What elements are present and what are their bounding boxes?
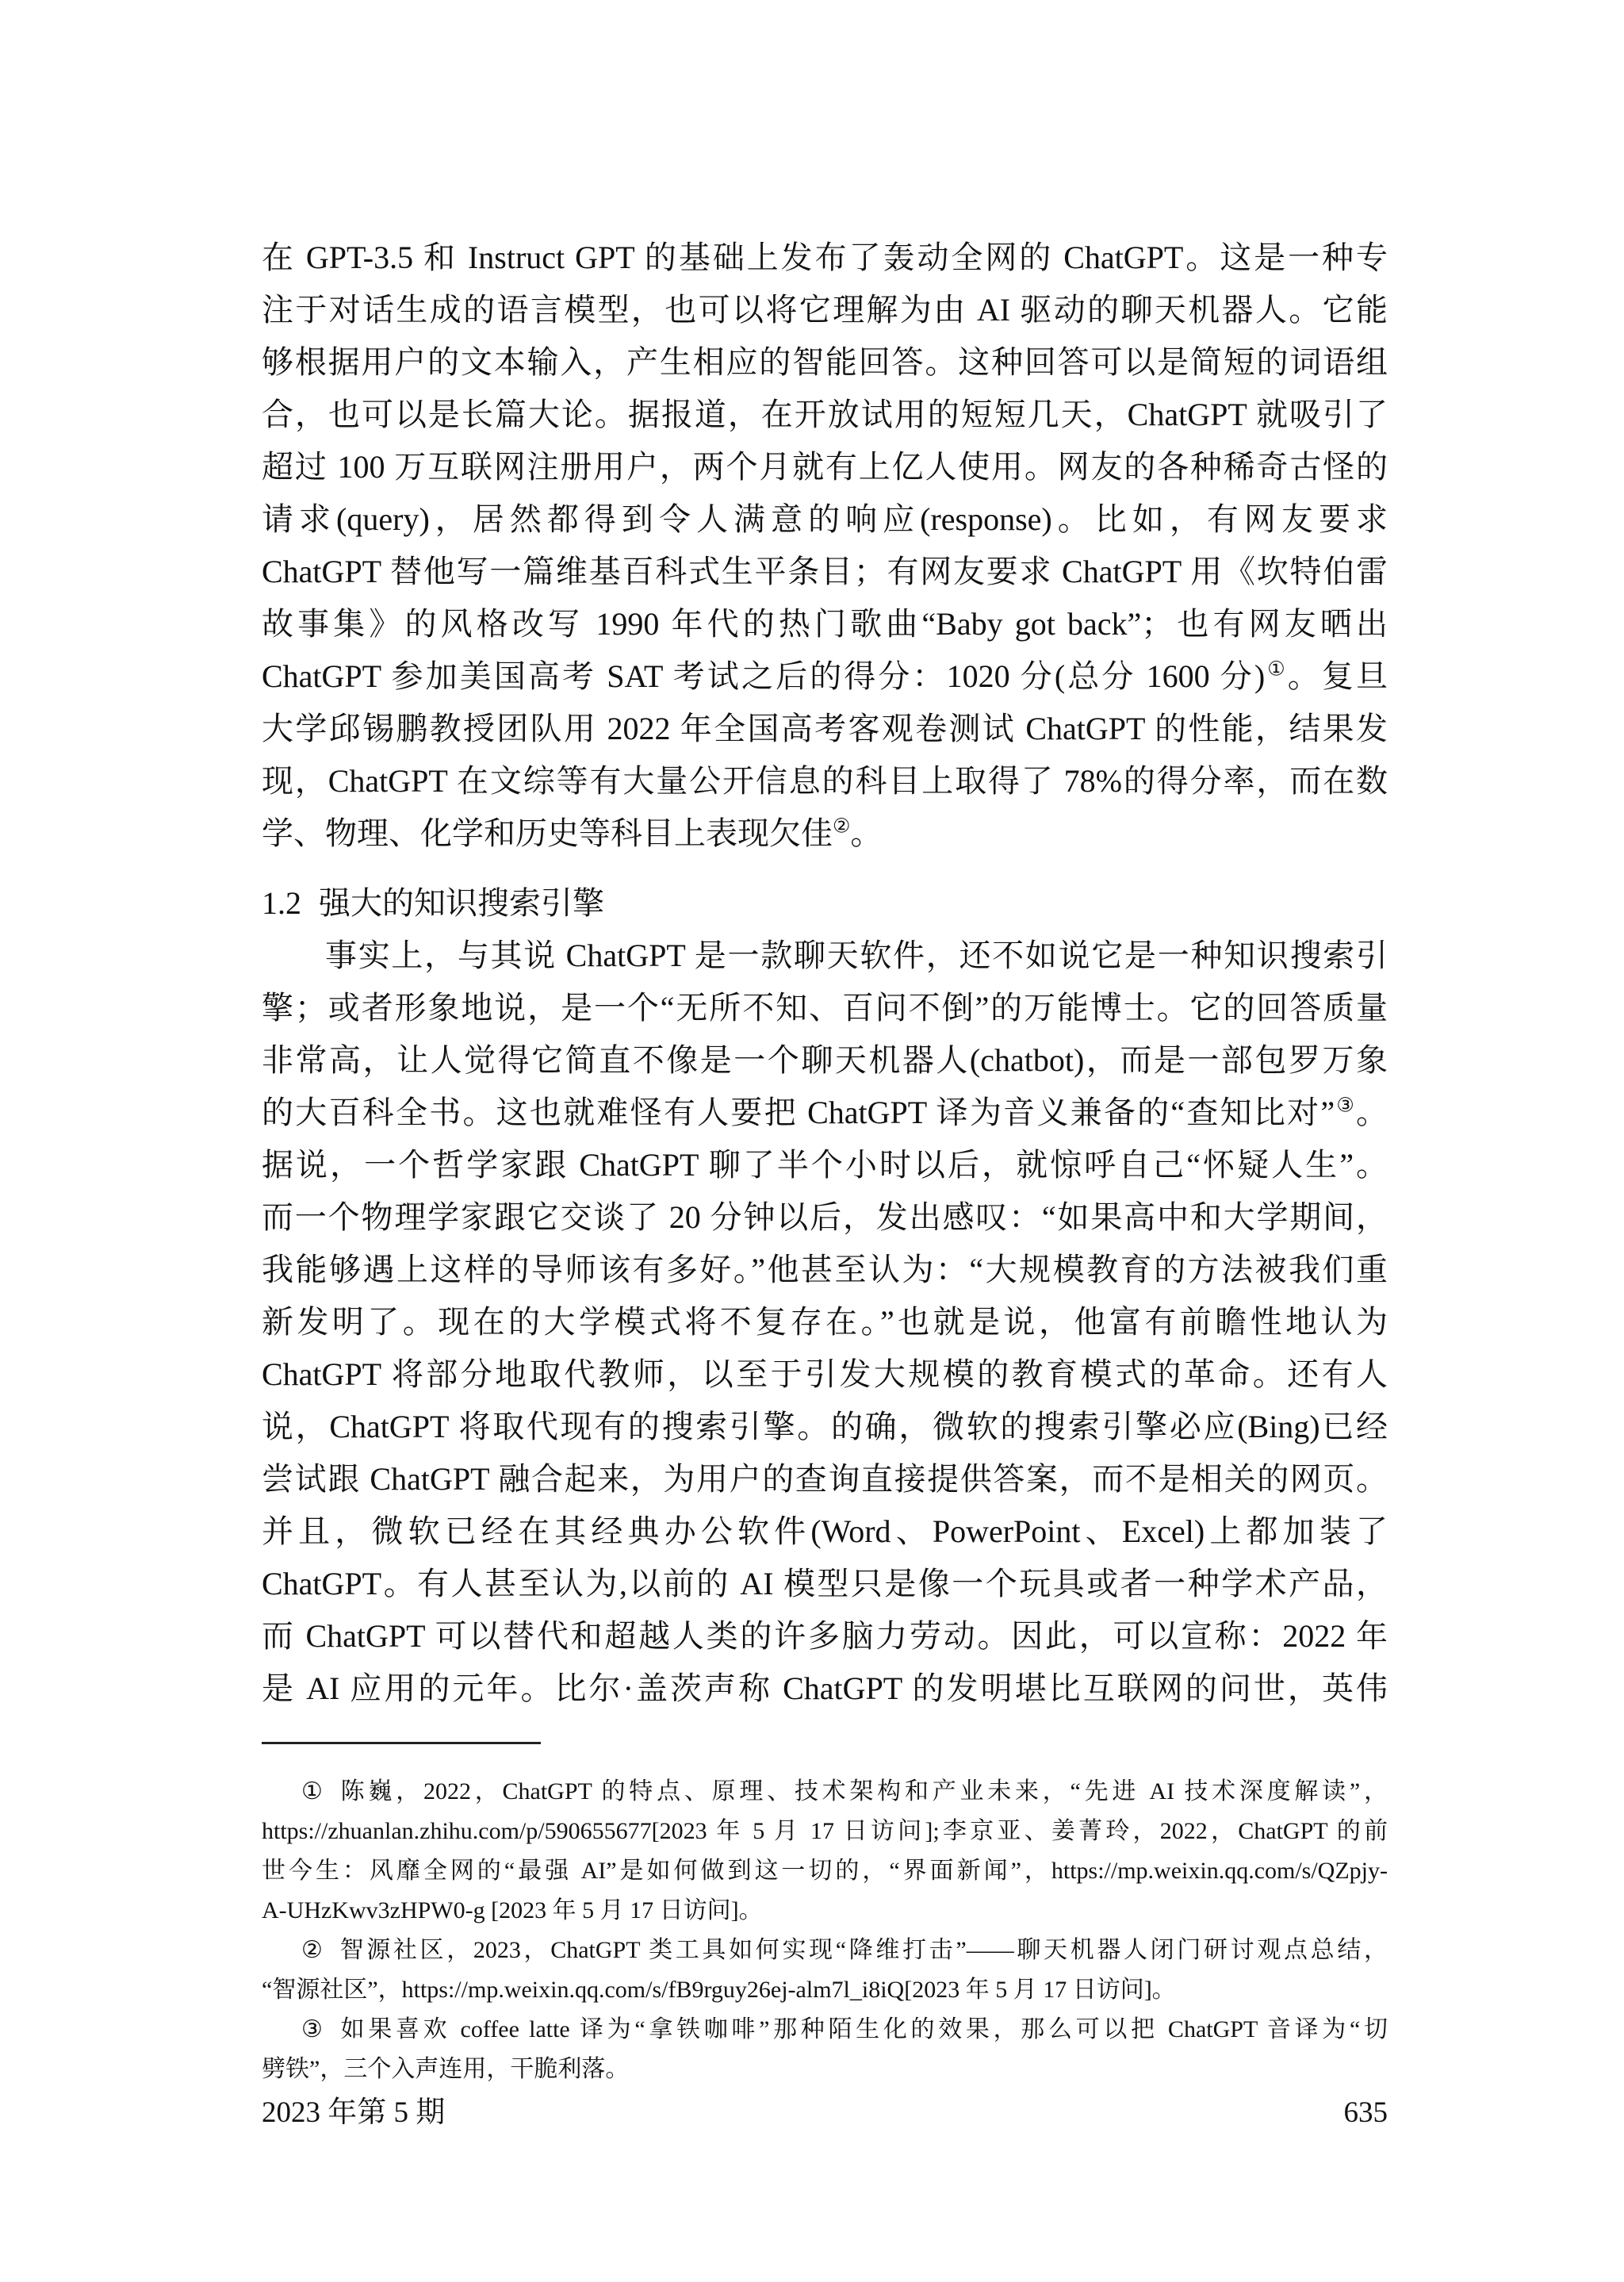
footnote-ref-3: ③: [1335, 1095, 1356, 1117]
footnote-line: [262, 2010, 1388, 2050]
text-line: ChatGPT。有人甚至认为,以前的 AI 模型只是像一个玩具或者一种学术产品，: [262, 1566, 1388, 1601]
footnote-line: [262, 1931, 1388, 1970]
text-line: 现，ChatGPT 在文综等有大量公开信息的科目上取得了 78%的得分率，而在数: [262, 763, 1388, 799]
text-line: 非常高，让人觉得它简直不像是一个聊天机器人(chatbot)，而是一部包罗万象: [262, 1042, 1388, 1078]
footnote-line: [262, 1772, 1388, 1812]
footnote-line: “智源社区”，https://mp.weixin.qq.com/s/fB9rguy26ej-alm7l_i8iQ[2023 年 5 月 17 日访问]。: [262, 1977, 1176, 2003]
page-footer: [262, 2092, 1388, 2134]
text-segment: 。: [1356, 1095, 1388, 1130]
text-line: 事实上，与其说 ChatGPT 是一款聊天软件，还不如说它是一种知识搜索引: [325, 938, 1388, 973]
footnote-line: 世今生：风靡全网的“最强 AI”是如何做到这一切的，“界面新闻”，https://mp.weixin.qq.com/s/QZpjy-: [262, 1858, 1388, 1884]
text-line: 合，也可以是长篇大论。据报道，在开放试用的短短几天，ChatGPT 就吸引了: [262, 397, 1388, 432]
text-line: 在 GPT-3.5 和 Instruct GPT 的基础上发布了轰动全网的 ChatGPT。这是一种专: [262, 240, 1388, 275]
text-line: 并且，微软已经在其经典办公软件(Word、PowerPoint、Excel)上都加装了: [262, 1513, 1388, 1549]
text-line: 是 AI 应用的元年。比尔·盖茨声称 ChatGPT 的发明堪比互联网的问世，英伟: [262, 1670, 1388, 1706]
footnote-text: 如果喜欢 coffee latte 译为“拿铁咖啡”那种陌生化的效果，那么可以把 ChatGPT 音译为“切: [340, 2016, 1388, 2042]
text-line: 超过 100 万互联网注册用户，两个月就有上亿人使用。网友的各种稀奇古怪的: [262, 449, 1388, 485]
page-number: 635: [1343, 2096, 1388, 2129]
text-line: [262, 650, 1388, 703]
paragraph-2: [262, 930, 1388, 1715]
text-line: 请求(query)，居然都得到令人满意的响应(response)。比如，有网友要求: [262, 501, 1388, 537]
footnotes-block: [262, 1772, 1388, 2089]
text-line: 够根据用户的文本输入，产生相应的智能回答。这种回答可以是简短的词语组: [262, 344, 1388, 380]
text-line: 尝试跟 ChatGPT 融合起来，为用户的查询直接提供答案，而不是相关的网页。: [262, 1461, 1388, 1497]
footnote-2: [262, 1931, 1388, 2010]
footnote-line: 劈铁”，三个入声连用，干脆利落。: [262, 2056, 630, 2082]
text-line: [262, 807, 1388, 860]
text-line: 而一个物理学家跟它交谈了 20 分钟以后，发出感叹：“如果高中和大学期间，: [262, 1199, 1388, 1235]
footnote-line: A-UHzKwv3zHPW0-g [2023 年 5 月 17 日访问]。: [262, 1897, 763, 1923]
text-line: 擎；或者形象地说，是一个“无所不知、百问不倒”的万能博士。它的回答质量: [262, 990, 1388, 1026]
text-line: ChatGPT 将部分地取代教师，以至于引发大规模的教育模式的革命。还有人: [262, 1356, 1388, 1392]
footnote-marker-2: ②: [301, 1937, 326, 1963]
footnote-text: 陈巍，2022，ChatGPT 的特点、原理、技术架构和产业未来，“先进 AI 技术深度解读”，: [340, 1778, 1388, 1805]
footnote-marker-3: ③: [301, 2016, 327, 2042]
paragraph-1: [262, 232, 1388, 860]
text-line: 注于对话生成的语言模型，也可以将它理解为由 AI 驱动的聊天机器人。它能: [262, 292, 1388, 328]
journal-issue: 2023 年第 5 期: [262, 2096, 446, 2129]
footnote-marker-1: ①: [301, 1778, 327, 1805]
footnote-3: [262, 2010, 1388, 2089]
text-line: ChatGPT 替他写一篇维基百科式生平条目；有网友要求 ChatGPT 用《坎特伯雷: [262, 554, 1388, 589]
text-line: 而 ChatGPT 可以替代和超越人类的许多脑力劳动。因此，可以宣称：2022 年: [262, 1618, 1388, 1654]
text-segment: 。: [850, 815, 883, 851]
page-content: [262, 232, 1388, 1715]
section-title: 强大的知识搜索引擎: [319, 885, 604, 921]
section-number: 1.2: [262, 885, 301, 921]
section-heading: [262, 877, 1388, 930]
text-segment: 。复旦: [1287, 658, 1388, 694]
text-line: 说，ChatGPT 将取代现有的搜索引擎。的确，微软的搜索引擎必应(Bing)已经: [262, 1409, 1388, 1444]
footnote-separator: [262, 1742, 541, 1744]
text-line: 故事集》的风格改写 1990 年代的热门歌曲“Baby got back”；也有网友晒出: [262, 606, 1388, 642]
text-line: 我能够遇上这样的导师该有多好。”他甚至认为：“大规模教育的方法被我们重: [262, 1252, 1388, 1287]
footnote-ref-1: ①: [1265, 658, 1288, 681]
text-segment: ChatGPT 参加美国高考 SAT 考试之后的得分：1020 分(总分 1600 分): [262, 658, 1266, 694]
text-line: 大学邱锡鹏教授团队用 2022 年全国高考客观卷测试 ChatGPT 的性能，结果发: [262, 711, 1388, 746]
text-line: [262, 1087, 1388, 1139]
footnote-text: 智源社区，2023，ChatGPT 类工具如何实现“降维打击”——聊天机器人闭门研讨观点总结，: [339, 1937, 1388, 1963]
text-line: 新发明了。现在的大学模式将不复存在。”也就是说，他富有前瞻性地认为: [262, 1304, 1388, 1340]
footnote-line: https://zhuanlan.zhihu.com/p/590655677[2023 年 5 月 17 日访问];李京亚、姜菁玲，2022，ChatGPT 的前: [262, 1818, 1388, 1844]
footnote-1: [262, 1772, 1388, 1931]
text-segment: 的大百科全书。这也就难怪有人要把 ChatGPT 译为音义兼备的“查知比对”: [262, 1095, 1335, 1130]
text-line: 据说，一个哲学家跟 ChatGPT 聊了半个小时以后，就惊呼自己“怀疑人生”。: [262, 1147, 1388, 1183]
footnote-ref-2: ②: [833, 815, 851, 838]
text-segment: 学、物理、化学和历史等科目上表现欠佳: [262, 815, 833, 851]
